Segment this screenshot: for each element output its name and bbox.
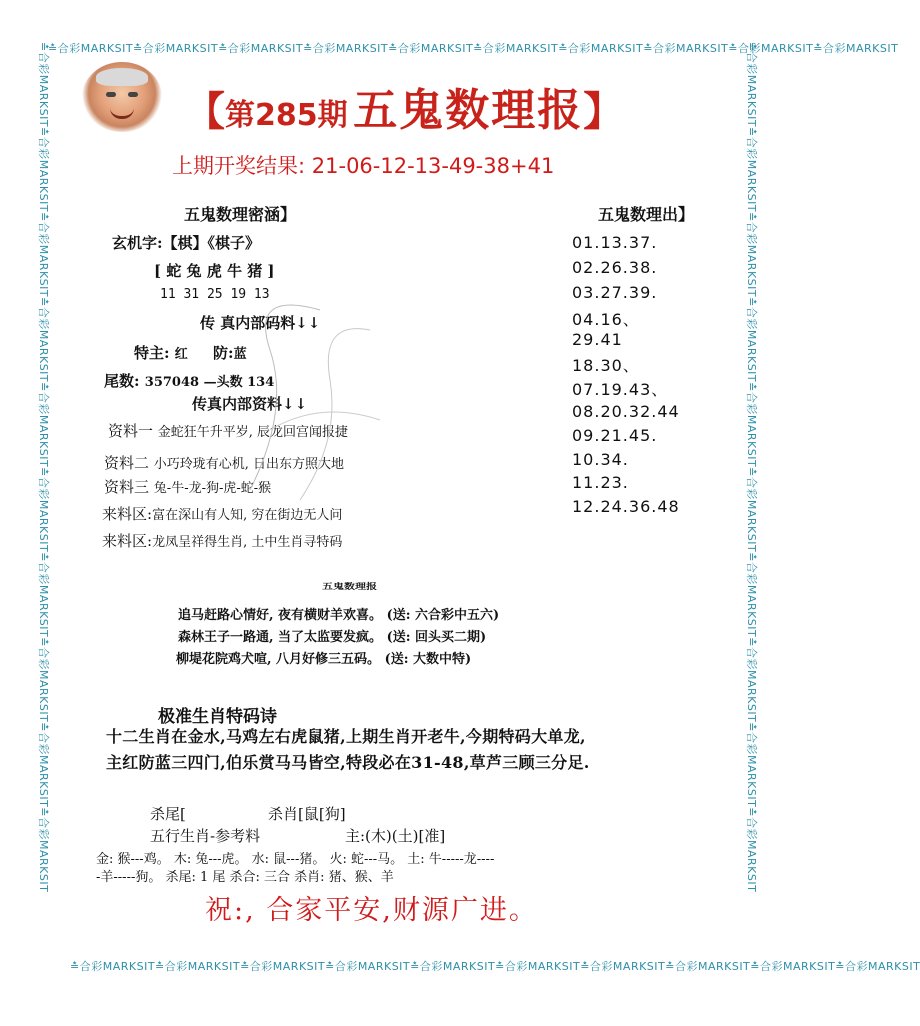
tail-row [104, 370, 274, 391]
special-row [134, 342, 247, 363]
zodiac-group: [ 蛇 兔 虎 牛 猪 ] [154, 262, 275, 280]
last-result [172, 150, 554, 180]
xuanji-row [112, 232, 260, 253]
kill-zodiac: 杀肖[鼠[狗] [268, 805, 346, 823]
come1-row [102, 503, 342, 524]
issue-number: 第285期 [225, 98, 348, 133]
number-list-item: 29.41 [572, 330, 623, 349]
middle-heading: 五鬼数理报 [322, 581, 377, 591]
number-list-item: 01.13.37. [572, 233, 658, 252]
avatar-eye-right [128, 92, 138, 97]
page-title [185, 74, 623, 138]
poem-line-2: 主红防蓝三四门,伯乐赏马马皆空,特段必在31-48,草芦三顾三分足. [106, 753, 590, 772]
number-list-item: 12.24.36.48 [572, 497, 680, 516]
title-bracket-close: 】 [583, 89, 624, 135]
title-bracket-open: 【 [185, 89, 225, 135]
poem-line-1: 十二生肖在金水,马鸡左右虎鼠猪,上期生肖开老牛,今期特码大单龙, [106, 727, 586, 746]
come2-row [102, 530, 342, 551]
info1-value: 金蛇狂午升平岁, 辰龙回宫闻报捷 [157, 425, 349, 440]
info3-value: 兔-牛-龙-狗-虎-蛇-猴 [153, 481, 272, 496]
number-list-item: 08.20.32.44 [572, 402, 680, 421]
blessing-text: 祝:, 合家平安,财源广进。 [205, 895, 538, 926]
border-right-text: ≛合彩MARKSIT≛合彩MARKSIT≛合彩MARKSIT≛合彩MARKSIT≛合彩MARKSIT≛合彩MARKSIT≛合彩MARKSIT≛合彩MARKSIT≛合彩MARKSIT≛合彩MARKSIT [745, 42, 758, 893]
avatar-mouth [110, 108, 134, 119]
border-bottom-text: ≛合彩MARKSIT≛合彩MARKSIT≛合彩MARKSIT≛合彩MARKSIT≛合彩MARKSIT≛合彩MARKSIT≛合彩MARKSIT≛合彩MARKSIT≛合彩MARKSIT≛合彩MARKSIT [70, 960, 920, 973]
defend-value: 蓝 [233, 347, 247, 362]
info1-row [108, 420, 348, 441]
elements-line-1: 金: 猴---鸡。 木: 兔---虎。 水: 鼠---猪。 火: 蛇---马。 土: 牛-----龙---- [96, 852, 495, 867]
info3-label: 资料三 [104, 478, 150, 496]
right-heading: 五鬼数理出】 [598, 205, 695, 224]
avatar-hair [96, 68, 148, 86]
tail-value: 357048 —头数 134 [144, 375, 275, 390]
info1-label: 资料一 [108, 422, 154, 440]
come2-label: 来料区: [102, 532, 153, 550]
number-list-item: 04.16、 [572, 310, 640, 329]
portrait-avatar [82, 62, 162, 132]
border-left-text: ≛合彩MARKSIT≛合彩MARKSIT≛合彩MARKSIT≛合彩MARKSIT≛合彩MARKSIT≛合彩MARKSIT≛合彩MARKSIT≛合彩MARKSIT≛合彩MARKSIT≛合彩MARKSIT [37, 42, 50, 893]
info3-row [104, 476, 271, 497]
number-list-item: 09.21.45. [572, 426, 658, 445]
left-heading: 五鬼数理密涵】 [184, 205, 297, 224]
poem-heading: 极准生肖特码诗 [158, 707, 277, 727]
xuanji-label: 玄机字: [112, 234, 163, 252]
number-list-item: 11.23. [572, 473, 629, 492]
number-list-item: 03.27.39. [572, 283, 658, 302]
wuxing-reference: 五行生肖-参考料 [150, 827, 261, 845]
avatar-eye-left [106, 92, 116, 97]
border-top-text: ≛合彩MARKSIT≛合彩MARKSIT≛合彩MARKSIT≛合彩MARKSIT≛合彩MARKSIT≛合彩MARKSIT≛合彩MARKSIT≛合彩MARKSIT≛合彩MARKSIT≛合彩MARKSIT [48, 42, 899, 55]
title-main: 五鬼数理报 [353, 85, 584, 136]
middle-line: 森林王子一路通, 当了太监要发疯。 (送: 回头买二期) [178, 630, 487, 645]
special-value: 红 [174, 347, 188, 362]
number-list-item: 18.30、 [572, 356, 640, 375]
fax-code-heading: 传 真内部码料↓↓ [200, 314, 321, 332]
middle-line: 柳堤花院鸡犬喧, 八月好修三五码。 (送: 大数中特) [176, 652, 472, 667]
defend-label: 防: [213, 344, 234, 362]
tail-label: 尾数: [104, 372, 140, 390]
middle-line: 追马赶路心情好, 夜有横财羊欢喜。 (送: 六合彩中五六) [178, 608, 500, 623]
come1-value: 富在深山有人知, 穷在街边无人问 [152, 508, 343, 523]
elements-line-2: -羊-----狗。 杀尾: 1 尾 杀合: 三合 杀肖: 猪、猴、羊 [96, 870, 394, 885]
result-numbers: 21-06-12-13-49-38+41 [311, 154, 555, 178]
info2-label: 资料二 [104, 454, 150, 472]
number-list-item: 10.34. [572, 450, 629, 469]
info2-row [104, 452, 344, 473]
zodiac-numbers: 11 31 25 19 13 [160, 287, 270, 302]
come2-value: 龙凤呈祥得生肖, 土中生肖寻特码 [152, 535, 343, 550]
main-element: 主:(木)(土)[准] [345, 827, 446, 845]
result-label: 上期开奖结果: [172, 154, 306, 178]
kill-tail: 杀尾[ [150, 805, 186, 823]
special-label: 特主: [134, 344, 170, 362]
number-list-item: 07.19.43、 [572, 380, 669, 399]
xuanji-value: 【棋】《棋子》 [162, 234, 261, 252]
number-list-item: 02.26.38. [572, 258, 658, 277]
fax-info-heading: 传真内部资料↓↓ [192, 395, 308, 413]
info2-value: 小巧玲珑有心机, 日出东方照大地 [153, 457, 345, 472]
come1-label: 来料区: [102, 505, 153, 523]
